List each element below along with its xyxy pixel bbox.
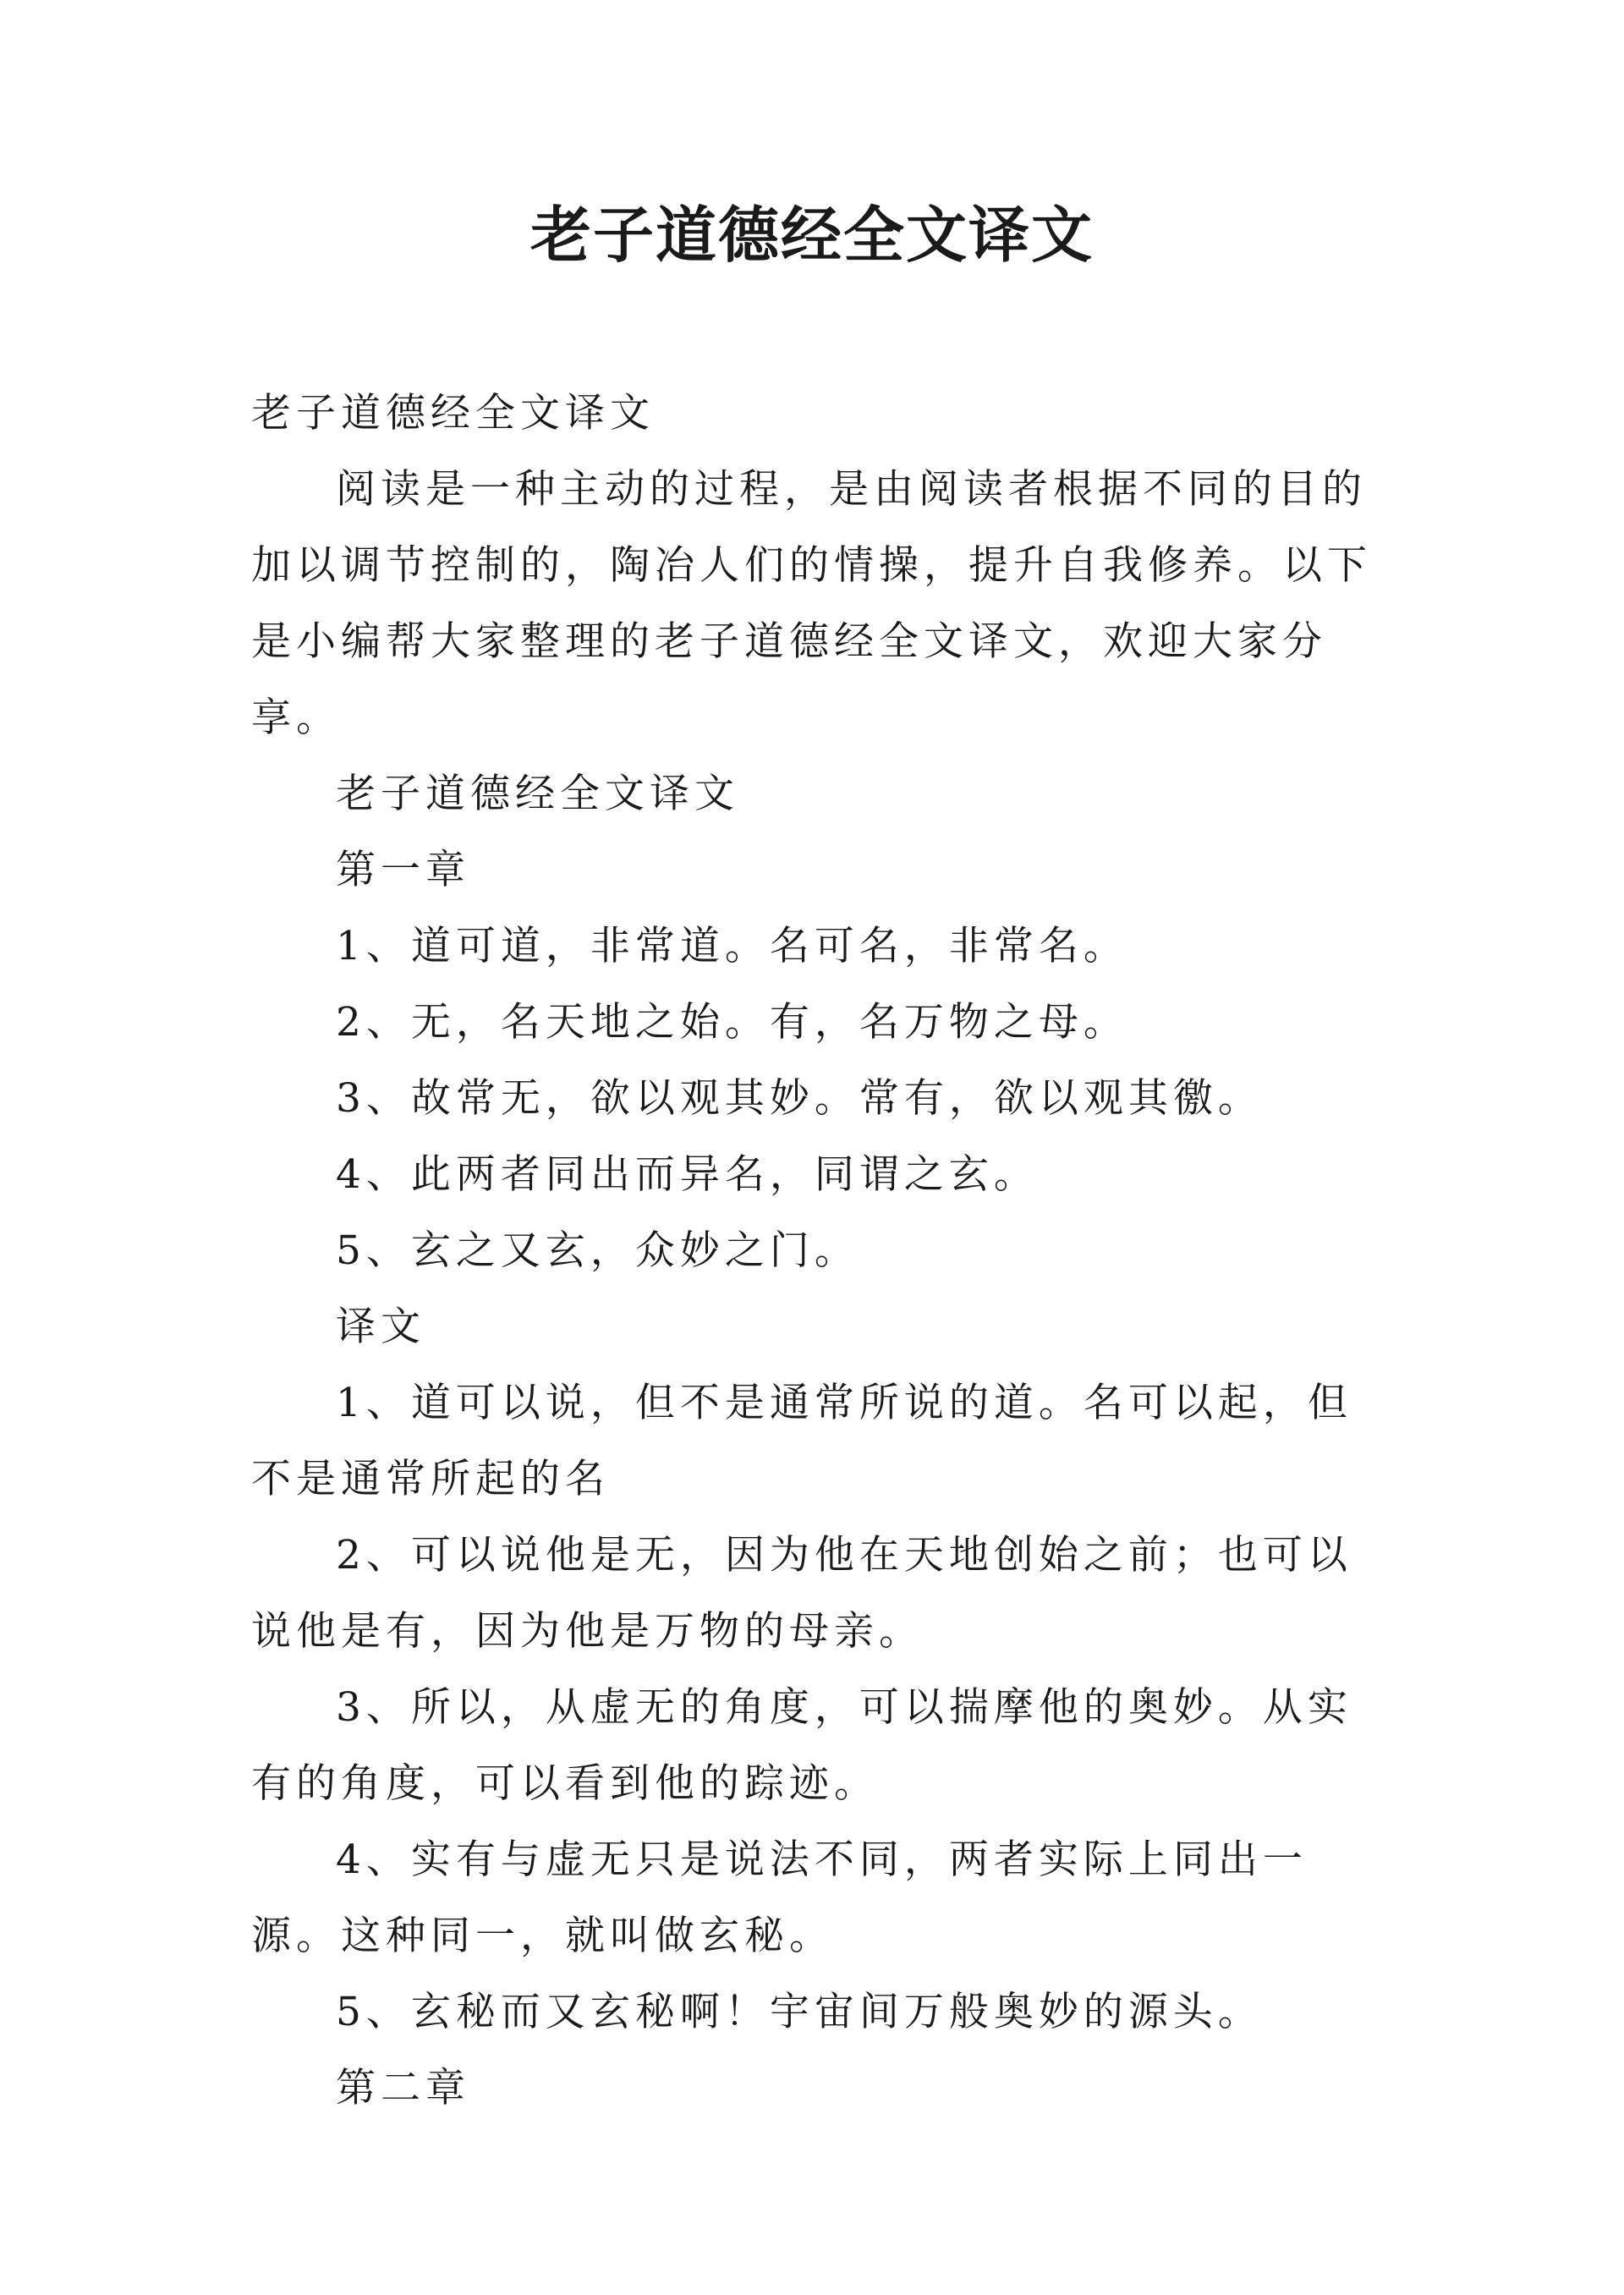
paragraph: 老子道德经全文译文 <box>336 771 739 817</box>
paragraph: 2、可以说他是无，因为他在天地创始之前；也可以说他是有，因为他是万物的母亲。 <box>251 1532 1352 1655</box>
paragraph: 4、此两者同出而异名，同谓之玄。 <box>336 1151 1039 1198</box>
paragraph: 阅读是一种主动的过程，是由阅读者根据不同的目的加以调节控制的，陶冶人们的情操，提升自我修养。以下是小编帮大家整理的老子道德经全文译文，欢迎大家分享。 <box>251 466 1372 741</box>
document-title: 老子道德经全文译文 <box>529 199 1094 271</box>
paragraph: 4、实有与虚无只是说法不同，两者实际上同出一源。这种同一，就叫做玄秘。 <box>251 1837 1308 1959</box>
paragraph: 1、道可以说，但不是通常所说的道。名可以起，但不是通常所起的名 <box>251 1380 1352 1502</box>
paragraph: 5、玄秘而又玄秘啊！宇宙间万般奥妙的源头。 <box>336 1989 1263 2035</box>
document-body <box>251 376 1385 2127</box>
paragraph: 5、玄之又玄，众妙之门。 <box>336 1227 859 1274</box>
section-heading: 译文 <box>336 1304 425 1350</box>
paragraph: 老子道德经全文译文 <box>251 390 655 436</box>
chapter-heading: 第一章 <box>336 847 470 893</box>
paragraph: 3、所以，从虚无的角度，可以揣摩他的奥妙。从实有的角度，可以看到他的踪迹。 <box>251 1684 1352 1807</box>
paragraph: 3、故常无，欲以观其妙。常有，欲以观其徼。 <box>336 1075 1263 1122</box>
paragraph: 1、道可道，非常道。名可名，非常名。 <box>336 923 1128 969</box>
paragraph: 2、无，名天地之始。有，名万物之母。 <box>336 999 1128 1046</box>
chapter-heading: 第二章 <box>336 2065 470 2111</box>
